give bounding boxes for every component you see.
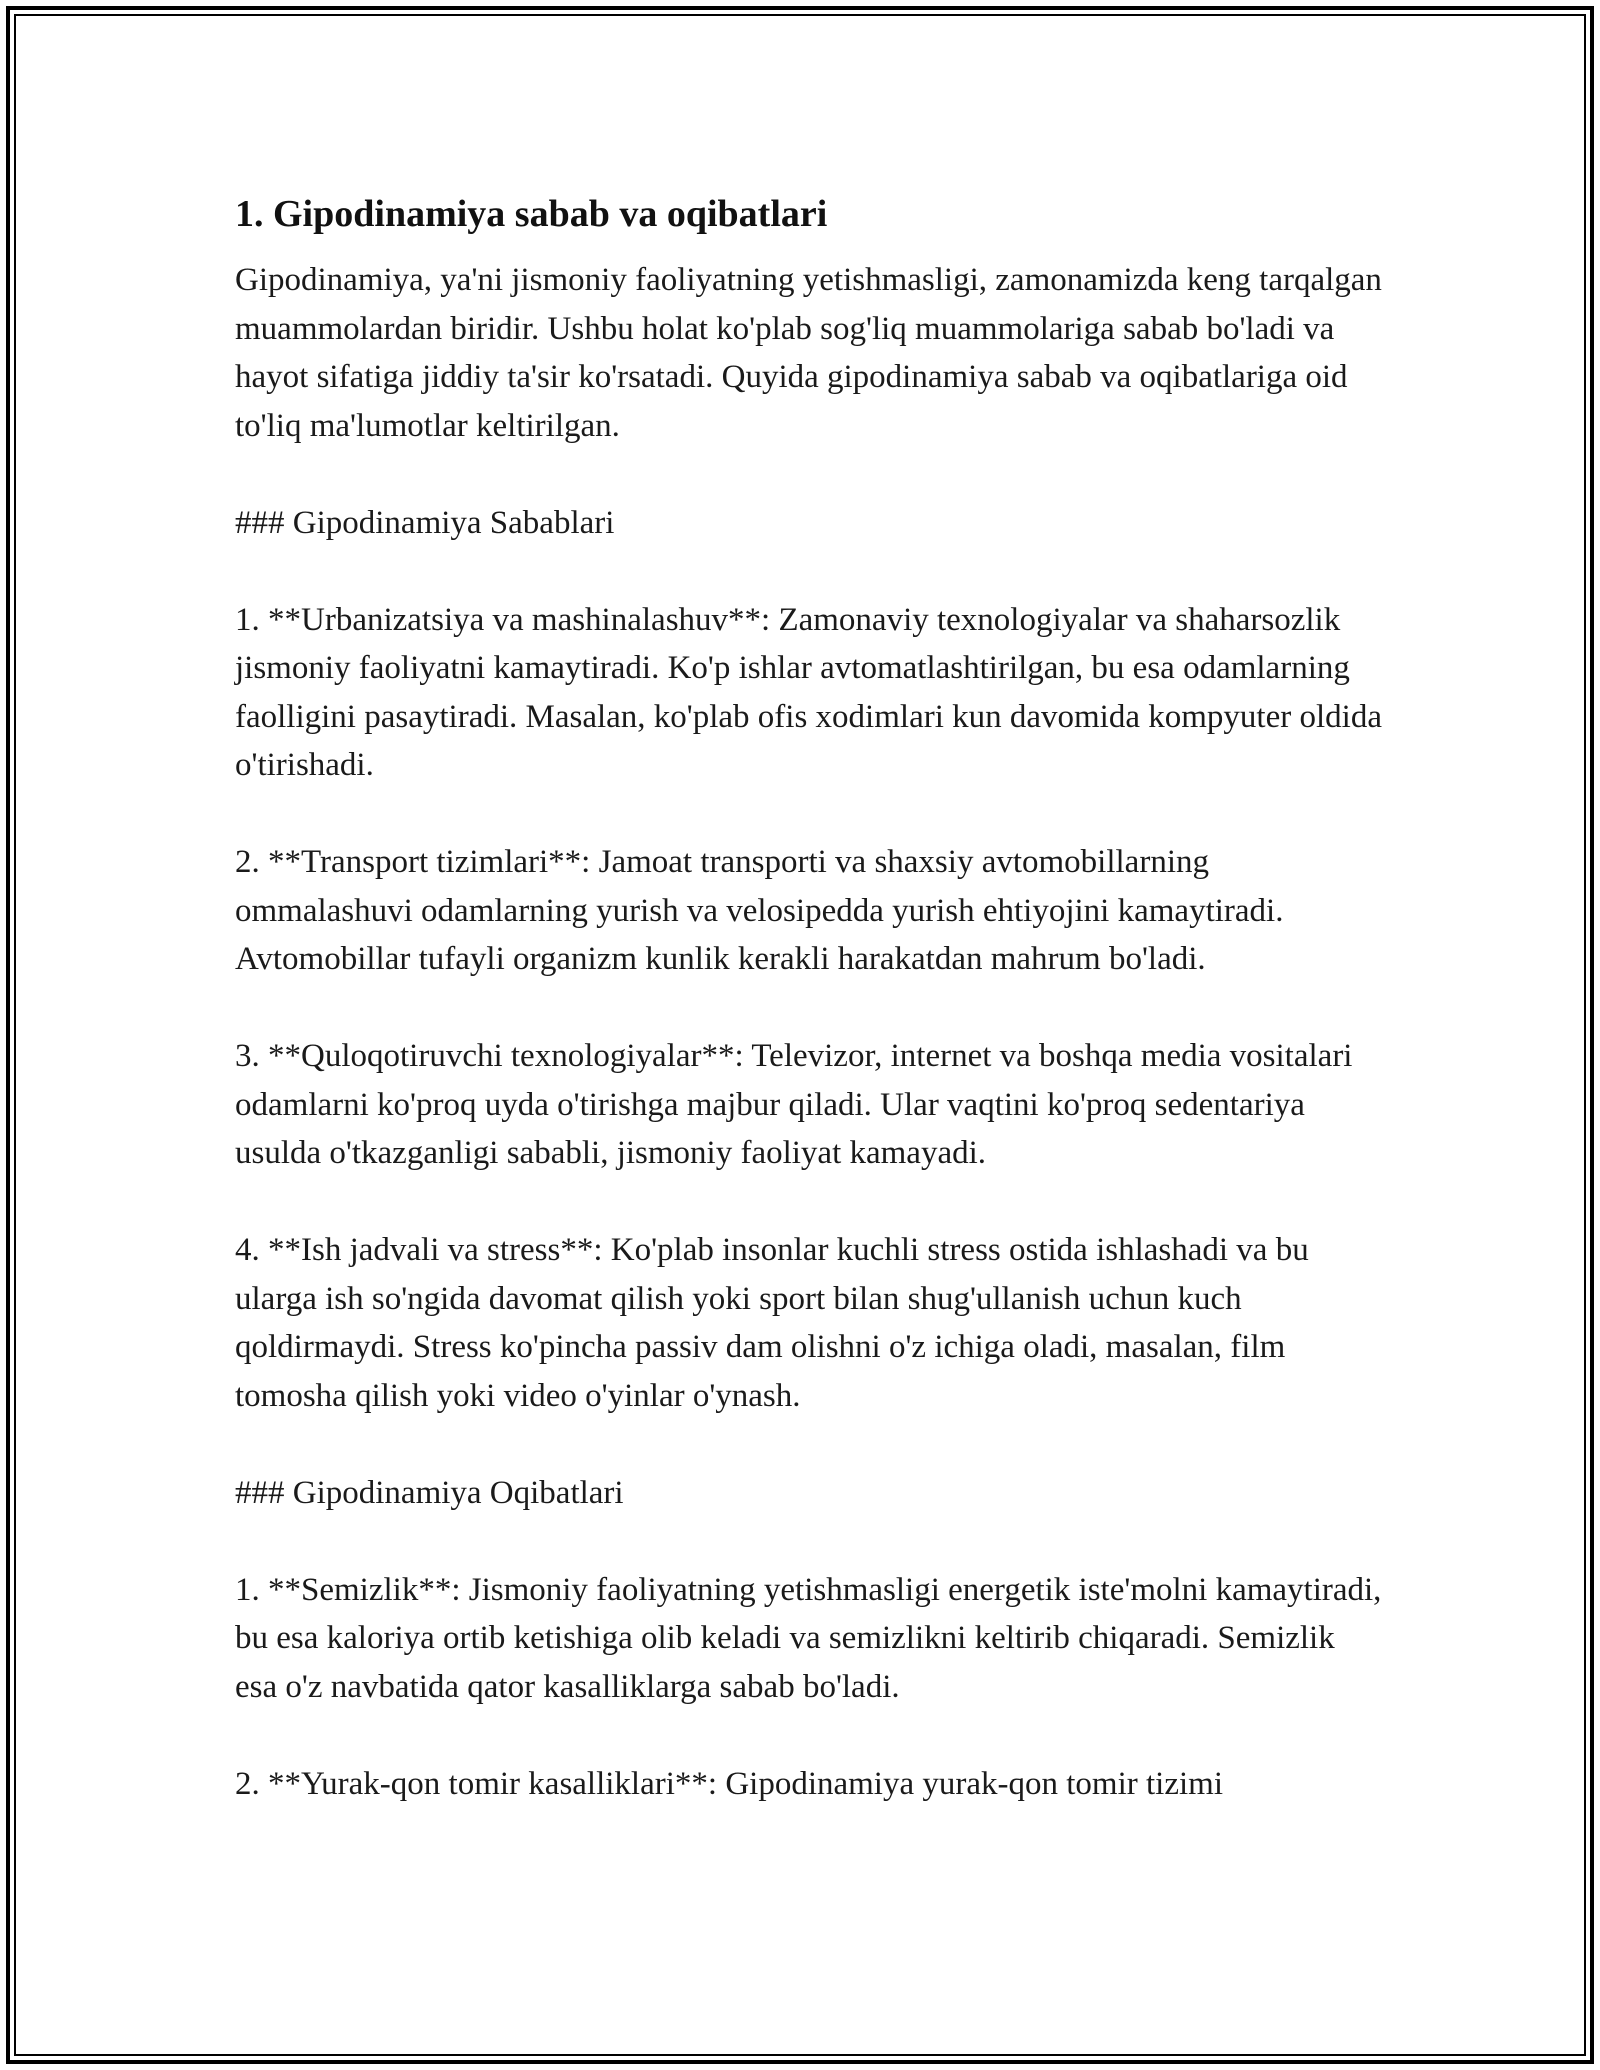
consequence-item-1: 1. **Semizlik**: Jismoniy faoliyatning yetishmasligi energetik iste'molni kamaytiradi, bu esa kaloriya ortib ketishiga olib keladi va semizlikni keltirib chiqaradi. Semizlik esa o'z navbatida qator kasalliklarga sabab bo'ladi. <box>235 1571 1382 1705</box>
section-heading-consequences: ### Gipodinamiya Oqibatlari <box>235 1474 624 1511</box>
consequence-item-2: 2. **Yurak-qon tomir kasalliklari**: Gipodinamiya yurak-qon tomir tizimi <box>235 1765 1223 1802</box>
cause-item-2: 2. **Transport tizimlari**: Jamoat transporti va shaxsiy avtomobillarning ommalashuvi odamlarning yurish va velosipedda yurish ehtiyojini kamaytiradi. Avtomobillar tufayli organizm kunlik kerakli harakatdan mahrum bo'ladi. <box>235 844 1284 977</box>
document-title: 1. Gipodinamiya sabab va oqibatlari <box>235 193 828 235</box>
cause-item-1: 1. **Urbanizatsiya va mashinalashuv**: Zamonaviy texnologiyalar va shaharsozlik jismoniy faoliyatni kamaytiradi. Ko'p ishlar avtomatlashtirilgan, bu esa odamlarning faolligini pasaytiradi. Masalan, ko'plab ofis xodimlari kun davomida kompyuter oldida o'tirishadi. <box>235 601 1382 783</box>
intro-paragraph: Gipodinamiya, ya'ni jismoniy faoliyatning yetishmasligi, zamonamizda keng tarqalgan muammolardan biridir. Ushbu holat ko'plab sog'liq muammolariga sabab bo'ladi va hayot sifatiga jiddiy ta'sir ko'rsatadi. Quyida gipodinamiya sabab va oqibatlariga oid to'liq ma'lumotlar keltirilgan. <box>235 262 1382 444</box>
section-heading-causes: ### Gipodinamiya Sabablari <box>235 504 615 541</box>
cause-item-3: 3. **Quloqotiruvchi texnologiyalar**: Televizor, internet va boshqa media vositalari odamlarni ko'proq uyda o'tirishga majbur qiladi. Ular vaqtini ko'proq sedentariya usulda o'tkazganligi sababli, jismoniy faoliyat kamayadi. <box>235 1038 1353 1171</box>
cause-item-4: 4. **Ish jadvali va stress**: Ko'plab insonlar kuchli stress ostida ishlashadi va bu ularga ish so'ngida davomat qilish yoki sport bilan shug'ullanish uchun kuch qoldirmaydi. Stress ko'pincha passiv dam olishni o'z ichiga oladi, masalan, film tomosha qilish yoki video o'yinlar o'ynash. <box>235 1232 1309 1414</box>
document-body <box>235 188 1385 1808</box>
